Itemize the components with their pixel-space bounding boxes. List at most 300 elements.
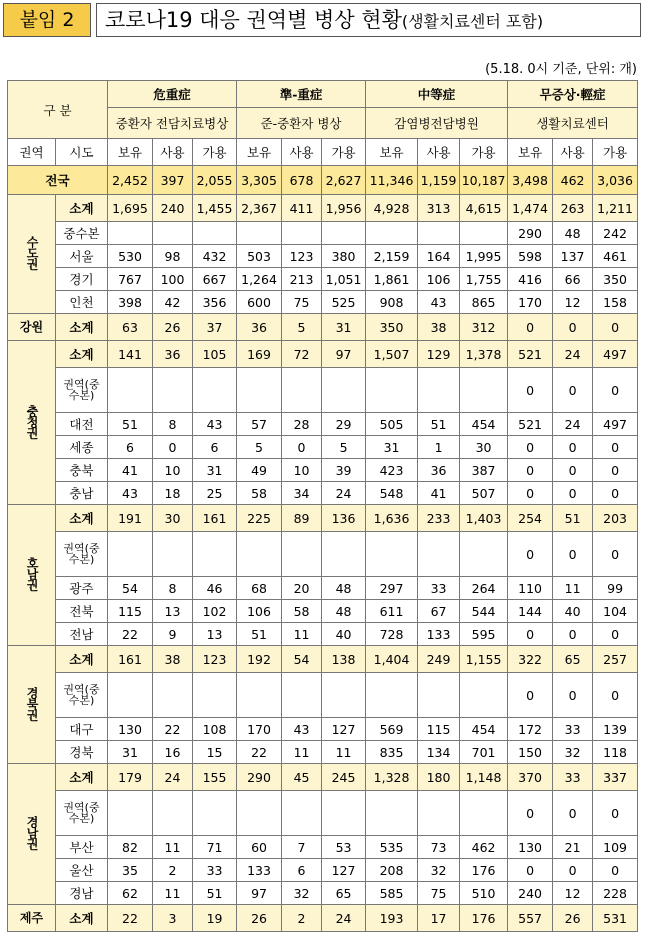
bed-count-cell: 73 [418,836,460,859]
national-value: 462 [553,166,593,195]
bed-count-cell: 0 [508,482,553,505]
bed-count-cell: 127 [322,859,366,882]
bed-count-cell: 104 [593,600,638,623]
bed-count-cell: 30 [460,436,508,459]
table-row [8,532,638,577]
bed-count-cell: 337 [593,764,638,791]
bed-count-cell: 123 [282,245,322,268]
bed-count-cell: 0 [593,314,638,341]
metric-header: 사용 [418,139,460,166]
bed-count-cell: 865 [460,291,508,314]
bed-count-cell: 297 [366,577,418,600]
sido-label: 소계 [56,646,108,673]
bed-count-cell: 136 [322,505,366,532]
bed-count-cell [282,791,322,836]
bed-count-cell: 398 [108,291,153,314]
bed-count-cell: 24 [553,341,593,368]
sido-label: 충남 [56,482,108,505]
bed-count-cell [237,368,282,413]
bed-count-cell: 611 [366,600,418,623]
bed-count-cell: 240 [153,195,193,222]
national-value: 3,036 [593,166,638,195]
bed-count-cell: 43 [418,291,460,314]
bed-count-cell [193,673,237,718]
bed-count-cell: 208 [366,859,418,882]
bed-count-cell: 161 [193,505,237,532]
sido-col-header: 시도 [56,139,108,166]
bed-count-cell: 51 [553,505,593,532]
bed-count-cell: 109 [593,836,638,859]
sido-label: 소계 [56,905,108,932]
bed-count-cell: 290 [508,222,553,245]
bed-count-cell: 245 [322,764,366,791]
national-value: 397 [153,166,193,195]
bed-count-cell: 1,995 [460,245,508,268]
bed-count-cell: 0 [508,532,553,577]
bed-count-cell: 138 [322,646,366,673]
region-label: 수도권 [25,236,39,269]
bed-count-cell: 505 [366,413,418,436]
bed-count-cell: 0 [508,459,553,482]
sido-label: 전남 [56,623,108,646]
bed-count-cell: 242 [593,222,638,245]
bed-count-cell: 133 [418,623,460,646]
sido-label: 울산 [56,859,108,882]
bed-count-cell: 43 [193,413,237,436]
table-row [8,436,638,459]
bed-count-cell: 176 [460,905,508,932]
bed-count-cell: 191 [108,505,153,532]
bed-count-cell: 1,403 [460,505,508,532]
bed-count-cell: 11 [553,577,593,600]
bed-count-cell: 908 [366,291,418,314]
bed-count-cell: 40 [322,623,366,646]
bed-count-cell: 134 [418,741,460,764]
bed-count-cell: 240 [508,882,553,905]
bed-count-cell [108,532,153,577]
sido-label: 충북 [56,459,108,482]
bed-count-cell: 11 [282,741,322,764]
metric-header: 가용 [193,139,237,166]
bed-count-cell: 0 [553,532,593,577]
table-row [8,459,638,482]
bed-count-cell [366,532,418,577]
bed-count-cell: 127 [322,718,366,741]
region-name [8,905,56,932]
bed-count-cell: 180 [418,764,460,791]
bed-count-cell [108,791,153,836]
bed-count-cell: 38 [153,646,193,673]
metric-header: 사용 [282,139,322,166]
bed-count-cell: 102 [193,600,237,623]
bed-count-cell [237,791,282,836]
bed-count-cell: 45 [282,764,322,791]
bed-count-cell: 228 [593,882,638,905]
bed-count-cell: 51 [193,882,237,905]
sido-label: 경남 [56,882,108,905]
bed-count-cell: 432 [193,245,237,268]
bed-count-cell: 21 [553,836,593,859]
bed-count-cell: 1,328 [366,764,418,791]
bed-count-cell: 26 [153,314,193,341]
bed-count-cell: 31 [322,314,366,341]
basis-note: (5.18. 0시 기준, 단위: 개) [485,62,637,77]
bed-count-cell: 137 [553,245,593,268]
bed-count-cell: 179 [108,764,153,791]
bed-count-cell [366,222,418,245]
bed-count-cell: 263 [553,195,593,222]
bed-count-cell: 4,615 [460,195,508,222]
national-value: 2,452 [108,166,153,195]
facility-header: 중환자 전담치료병상 [108,108,237,139]
sido-label: 소계 [56,314,108,341]
bed-count-cell: 1,474 [508,195,553,222]
bed-count-cell: 322 [508,646,553,673]
bed-count-cell: 28 [282,413,322,436]
region-label: 충청권 [25,404,39,438]
bed-count-cell: 203 [593,505,638,532]
bed-count-cell: 71 [193,836,237,859]
bed-count-cell: 1,636 [366,505,418,532]
sido-label: 부산 [56,836,108,859]
facility-header: 생활치료센터 [508,108,638,139]
bed-count-cell: 41 [108,459,153,482]
sido-label: 소계 [56,341,108,368]
bed-count-cell: 54 [282,646,322,673]
sido-label: 대전 [56,413,108,436]
bed-count-cell: 144 [508,600,553,623]
bed-count-cell: 22 [153,718,193,741]
bed-count-cell [193,222,237,245]
sido-label: 중수본 [56,222,108,245]
bed-count-cell: 35 [108,859,153,882]
bed-count-cell: 11 [153,882,193,905]
table-row [8,577,638,600]
sido-label: 소계 [56,195,108,222]
bed-count-cell: 0 [508,673,553,718]
bed-count-cell: 530 [108,245,153,268]
bed-count-cell: 18 [153,482,193,505]
table-row [8,836,638,859]
bed-count-cell: 0 [508,368,553,413]
bed-count-cell: 0 [593,436,638,459]
bed-count-cell: 24 [553,413,593,436]
metric-header: 사용 [153,139,193,166]
bed-count-cell: 0 [553,436,593,459]
bed-count-cell [322,673,366,718]
bed-count-cell: 233 [418,505,460,532]
bed-count-cell: 598 [508,245,553,268]
subtotal-row [8,505,638,532]
bed-count-cell: 40 [553,600,593,623]
bed-count-cell: 105 [193,341,237,368]
metric-header: 보유 [237,139,282,166]
bed-count-cell: 249 [418,646,460,673]
bed-count-cell: 48 [322,577,366,600]
bed-count-cell: 3 [153,905,193,932]
bed-count-cell: 20 [282,577,322,600]
subtotal-row [8,764,638,791]
table-row [8,882,638,905]
bed-count-cell: 11 [282,623,322,646]
bed-count-cell [193,532,237,577]
region-label: 강원 [19,319,44,334]
bed-count-cell [366,791,418,836]
bed-count-cell [153,222,193,245]
bed-count-cell: 0 [553,368,593,413]
bed-count-cell [418,222,460,245]
bed-count-cell: 15 [193,741,237,764]
bed-count-cell: 31 [108,741,153,764]
bed-count-cell: 548 [366,482,418,505]
bed-count-cell: 7 [282,836,322,859]
subtotal-row [8,646,638,673]
attachment-label: 붙임 2 [3,3,91,37]
bed-count-cell: 48 [322,600,366,623]
bed-count-cell: 170 [508,291,553,314]
bed-count-cell: 60 [237,836,282,859]
bed-count-cell: 30 [153,505,193,532]
metric-header: 가용 [322,139,366,166]
bed-count-cell: 164 [418,245,460,268]
bed-count-cell: 25 [193,482,237,505]
bed-count-cell: 497 [593,413,638,436]
metric-header: 가용 [460,139,508,166]
bed-count-cell: 0 [508,791,553,836]
bed-count-cell: 6 [108,436,153,459]
national-value: 3,305 [237,166,282,195]
bed-count-cell: 115 [108,600,153,623]
bed-count-cell: 13 [193,623,237,646]
bed-count-cell: 411 [282,195,322,222]
bed-count-cell: 141 [108,341,153,368]
bed-count-cell [193,791,237,836]
bed-count-cell: 0 [593,673,638,718]
bed-count-cell: 1,155 [460,646,508,673]
bed-count-cell: 370 [508,764,553,791]
bed-count-cell: 16 [153,741,193,764]
bed-count-cell: 454 [460,718,508,741]
bed-count-cell: 503 [237,245,282,268]
bed-count-cell: 701 [460,741,508,764]
bed-count-cell [460,532,508,577]
bed-count-cell: 51 [418,413,460,436]
national-value: 2,627 [322,166,366,195]
gubun-header: 구 분 [8,81,108,139]
category-header: 中等症 [366,81,508,108]
metric-header: 보유 [108,139,153,166]
sido-label: 경기 [56,268,108,291]
sido-label: 소계 [56,505,108,532]
bed-count-cell [108,368,153,413]
sido-label: 전북 [56,600,108,623]
bed-count-cell: 1,695 [108,195,153,222]
table-row [8,291,638,314]
region-label: 호남권 [25,557,39,590]
table-row [8,718,638,741]
bed-count-cell: 100 [153,268,193,291]
bed-count-cell: 531 [593,905,638,932]
bed-count-cell: 161 [108,646,153,673]
bed-count-cell: 1,861 [366,268,418,291]
table-row [8,413,638,436]
table-row [8,268,638,291]
bed-count-cell: 0 [553,673,593,718]
bed-count-cell: 312 [460,314,508,341]
facility-header: 준-중환자 병상 [237,108,366,139]
table-row [8,623,638,646]
subtotal-row [8,341,638,368]
bed-count-cell [460,673,508,718]
bed-count-cell: 767 [108,268,153,291]
bed-count-cell: 19 [193,905,237,932]
bed-count-cell: 72 [282,341,322,368]
bed-count-cell: 33 [553,718,593,741]
bed-count-cell: 68 [237,577,282,600]
table-row [8,482,638,505]
bed-count-cell: 0 [508,436,553,459]
category-header: 準-重症 [237,81,366,108]
title-main: 코로나19 대응 권역별 병상 현황 [105,8,402,32]
bed-count-cell [108,673,153,718]
table-row [8,791,638,836]
bed-count-cell: 66 [553,268,593,291]
bed-count-cell: 0 [153,436,193,459]
bed-count-cell [322,368,366,413]
bed-count-cell: 97 [322,341,366,368]
subtotal-row [8,195,638,222]
bed-count-cell: 115 [418,718,460,741]
bed-count-cell: 12 [553,291,593,314]
bed-count-cell: 387 [460,459,508,482]
national-label: 전국 [8,166,108,195]
region-name [8,646,56,764]
bed-count-cell: 39 [322,459,366,482]
bed-count-cell: 0 [553,459,593,482]
bed-count-cell: 49 [237,459,282,482]
bed-count-cell: 0 [553,482,593,505]
bed-count-cell: 557 [508,905,553,932]
bed-count-cell: 57 [237,413,282,436]
sido-label: 권역(중수본) [56,532,108,577]
bed-count-cell: 63 [108,314,153,341]
bed-count-cell: 58 [282,600,322,623]
bed-count-cell: 535 [366,836,418,859]
bed-count-cell: 0 [593,623,638,646]
bed-count-cell: 728 [366,623,418,646]
bed-count-cell: 43 [282,718,322,741]
bed-count-cell [418,791,460,836]
bed-count-cell: 521 [508,413,553,436]
bed-count-cell: 0 [282,436,322,459]
bed-count-cell: 0 [508,623,553,646]
metric-header: 가용 [593,139,638,166]
bed-count-cell: 29 [322,413,366,436]
bed-count-cell: 5 [282,314,322,341]
bed-count-cell: 98 [153,245,193,268]
national-value: 678 [282,166,322,195]
table-row [8,368,638,413]
bed-count-cell: 26 [553,905,593,932]
national-value: 11,346 [366,166,418,195]
bed-count-cell: 9 [153,623,193,646]
bed-count-cell: 1,956 [322,195,366,222]
bed-count-cell [153,791,193,836]
bed-count-cell: 0 [508,314,553,341]
sido-label: 권역(중수본) [56,673,108,718]
bed-count-cell: 65 [553,646,593,673]
bed-count-cell: 24 [153,764,193,791]
bed-count-cell: 1,507 [366,341,418,368]
bed-count-cell: 569 [366,718,418,741]
bed-count-cell: 130 [508,836,553,859]
bed-count-cell [366,368,418,413]
bed-count-cell [460,791,508,836]
bed-status-table [7,80,638,932]
bed-count-cell: 34 [282,482,322,505]
bed-count-cell [153,532,193,577]
region-name [8,764,56,905]
bed-count-cell: 4,928 [366,195,418,222]
bed-count-cell: 11 [153,836,193,859]
bed-count-cell: 24 [322,905,366,932]
table-row [8,600,638,623]
national-value: 2,055 [193,166,237,195]
bed-count-cell: 423 [366,459,418,482]
metric-header: 사용 [553,139,593,166]
bed-count-cell: 139 [593,718,638,741]
bed-count-cell: 75 [282,291,322,314]
region-name [8,195,56,314]
bed-count-cell: 32 [418,859,460,882]
bed-count-cell: 1,404 [366,646,418,673]
bed-count-cell: 33 [553,764,593,791]
bed-count-cell: 10 [282,459,322,482]
bed-count-cell: 33 [193,859,237,882]
sido-label: 대구 [56,718,108,741]
bed-count-cell: 31 [366,436,418,459]
bed-count-cell: 416 [508,268,553,291]
bed-count-cell: 0 [508,859,553,882]
subtotal-row [8,905,638,932]
bed-count-cell: 133 [237,859,282,882]
bed-count-cell: 170 [237,718,282,741]
bed-count-cell: 32 [282,882,322,905]
bed-count-cell: 36 [153,341,193,368]
bed-count-cell [237,222,282,245]
bed-count-cell: 58 [237,482,282,505]
bed-count-cell: 46 [193,577,237,600]
bed-count-cell: 0 [553,314,593,341]
bed-count-cell: 2,367 [237,195,282,222]
bed-count-cell: 43 [108,482,153,505]
bed-count-cell: 667 [193,268,237,291]
bed-count-cell: 106 [418,268,460,291]
bed-count-cell [418,532,460,577]
bed-count-cell: 521 [508,341,553,368]
bed-count-cell [322,222,366,245]
bed-count-cell: 6 [193,436,237,459]
bed-count-cell: 172 [508,718,553,741]
bed-count-cell [282,673,322,718]
bed-count-cell [322,532,366,577]
metric-header: 보유 [508,139,553,166]
bed-count-cell: 461 [593,245,638,268]
bed-count-cell: 0 [593,859,638,882]
bed-count-cell: 32 [553,741,593,764]
bed-count-cell: 2 [153,859,193,882]
title-subtitle: (생활치료센터 포함) [401,12,544,31]
